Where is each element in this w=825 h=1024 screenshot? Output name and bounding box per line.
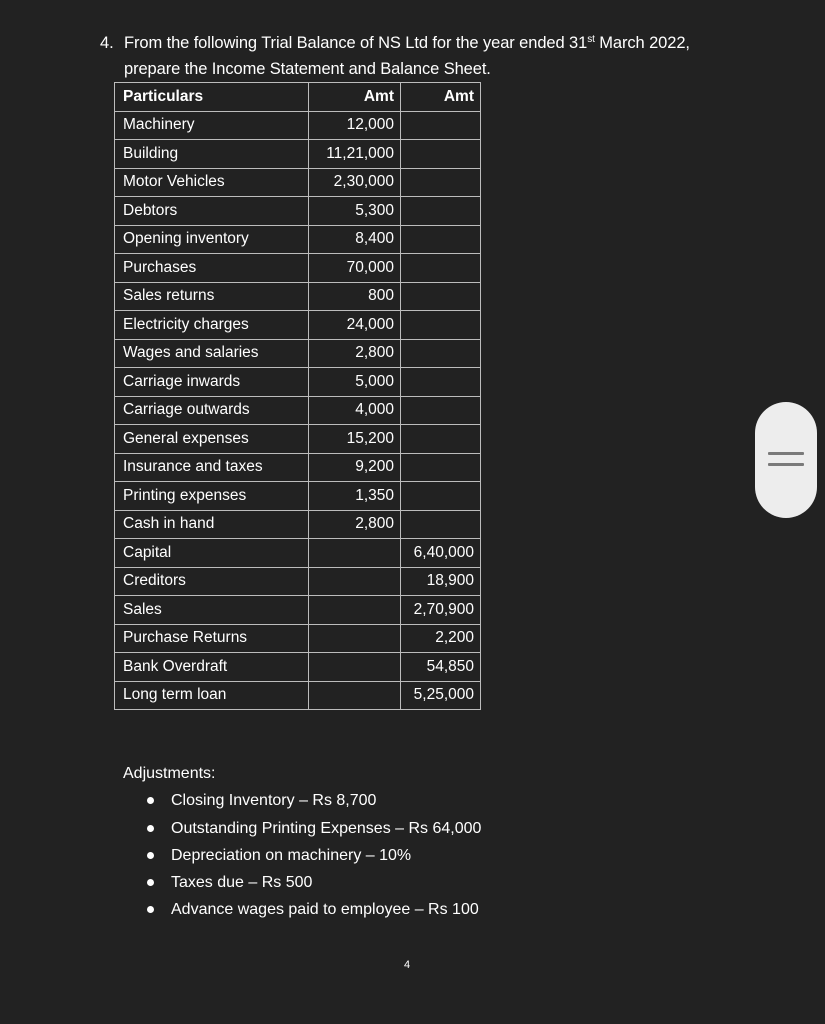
adjustment-text: Advance wages paid to employee – Rs 100: [171, 901, 479, 919]
debit-amount-cell: 5,000: [309, 368, 401, 397]
particular-cell: Bank Overdraft: [115, 653, 309, 682]
table-row: [115, 140, 481, 169]
credit-amount-cell: [401, 311, 481, 340]
credit-amount-cell: [401, 140, 481, 169]
adjustments-list: [123, 787, 481, 923]
adjustment-item: [147, 815, 481, 842]
particular-cell: Electricity charges: [115, 311, 309, 340]
adjustment-text: Depreciation on machinery – 10%: [171, 846, 412, 864]
credit-amount-cell: 2,200: [401, 624, 481, 653]
grip-line-icon: [768, 452, 804, 455]
ordinal-suffix: st: [587, 34, 595, 45]
credit-amount-cell: [401, 168, 481, 197]
particular-cell: Capital: [115, 539, 309, 568]
table-row: [115, 596, 481, 625]
table-row: [115, 425, 481, 454]
table-row: [115, 624, 481, 653]
particular-cell: Cash in hand: [115, 510, 309, 539]
header-debit-amt: Amt: [309, 83, 401, 112]
table-row: [115, 453, 481, 482]
debit-amount-cell: 4,000: [309, 396, 401, 425]
adjustment-item: [147, 787, 481, 814]
adjustment-item: [147, 896, 481, 923]
credit-amount-cell: [401, 425, 481, 454]
page-number: 4: [404, 959, 411, 971]
particular-cell: Carriage outwards: [115, 396, 309, 425]
credit-amount-cell: 2,70,900: [401, 596, 481, 625]
adjustments-title: Adjustments:: [123, 765, 216, 782]
bullet-icon: [147, 852, 154, 859]
adjustment-text: Closing Inventory – Rs 8,700: [171, 792, 377, 810]
debit-amount-cell: 800: [309, 282, 401, 311]
bullet-icon: [147, 825, 154, 832]
debit-amount-cell: 12,000: [309, 111, 401, 140]
particular-cell: Motor Vehicles: [115, 168, 309, 197]
credit-amount-cell: [401, 197, 481, 226]
debit-amount-cell: 24,000: [309, 311, 401, 340]
credit-amount-cell: [401, 111, 481, 140]
credit-amount-cell: [401, 282, 481, 311]
table-row: [115, 254, 481, 283]
adjustment-item: [147, 842, 481, 869]
debit-amount-cell: 15,200: [309, 425, 401, 454]
table-row: [115, 197, 481, 226]
adjustment-text: Taxes due – Rs 500: [171, 874, 313, 892]
debit-amount-cell: 2,800: [309, 510, 401, 539]
table-row: [115, 339, 481, 368]
question-line-2: prepare the Income Statement and Balance Sheet.: [124, 60, 491, 78]
particular-cell: Opening inventory: [115, 225, 309, 254]
credit-amount-cell: [401, 368, 481, 397]
adjustment-text: Outstanding Printing Expenses – Rs 64,000: [171, 819, 482, 837]
debit-amount-cell: [309, 596, 401, 625]
particular-cell: Sales: [115, 596, 309, 625]
debit-amount-cell: 11,21,000: [309, 140, 401, 169]
particular-cell: Machinery: [115, 111, 309, 140]
debit-amount-cell: 8,400: [309, 225, 401, 254]
credit-amount-cell: 54,850: [401, 653, 481, 682]
particular-cell: Purchases: [115, 254, 309, 283]
question-line-1-end: March 2022,: [594, 34, 690, 52]
table-row: [115, 510, 481, 539]
question-line-1: [100, 30, 760, 56]
debit-amount-cell: 2,30,000: [309, 168, 401, 197]
particular-cell: General expenses: [115, 425, 309, 454]
particular-cell: Debtors: [115, 197, 309, 226]
debit-amount-cell: [309, 539, 401, 568]
adjustments-section: [123, 760, 481, 924]
debit-amount-cell: 70,000: [309, 254, 401, 283]
particular-cell: Long term loan: [115, 681, 309, 710]
bullet-icon: [147, 879, 154, 886]
particular-cell: Wages and salaries: [115, 339, 309, 368]
credit-amount-cell: 5,25,000: [401, 681, 481, 710]
table-row: [115, 368, 481, 397]
debit-amount-cell: [309, 567, 401, 596]
table-row: [115, 681, 481, 710]
table-row: [115, 396, 481, 425]
question-text: [100, 30, 760, 82]
particular-cell: Printing expenses: [115, 482, 309, 511]
debit-amount-cell: [309, 653, 401, 682]
debit-amount-cell: [309, 624, 401, 653]
particular-cell: Creditors: [115, 567, 309, 596]
table-row: [115, 567, 481, 596]
credit-amount-cell: [401, 339, 481, 368]
credit-amount-cell: [401, 482, 481, 511]
credit-amount-cell: [401, 453, 481, 482]
debit-amount-cell: 9,200: [309, 453, 401, 482]
credit-amount-cell: [401, 254, 481, 283]
credit-amount-cell: [401, 510, 481, 539]
adjustment-item: [147, 869, 481, 896]
header-credit-amt: Amt: [401, 83, 481, 112]
table-row: [115, 653, 481, 682]
particular-cell: Building: [115, 140, 309, 169]
question-line-1-text: From the following Trial Balance of NS Ltd for the year ended 31: [124, 34, 588, 52]
bullet-icon: [147, 906, 154, 913]
debit-amount-cell: 2,800: [309, 339, 401, 368]
credit-amount-cell: 6,40,000: [401, 539, 481, 568]
particular-cell: Insurance and taxes: [115, 453, 309, 482]
grip-line-icon: [768, 463, 804, 466]
question-number: 4.: [100, 34, 114, 52]
trial-balance-table: [114, 82, 481, 710]
credit-amount-cell: 18,900: [401, 567, 481, 596]
table-row: [115, 111, 481, 140]
table-row: [115, 311, 481, 340]
table-body: [115, 111, 481, 710]
table-header-row: [115, 83, 481, 112]
particular-cell: Carriage inwards: [115, 368, 309, 397]
debit-amount-cell: 1,350: [309, 482, 401, 511]
table-row: [115, 168, 481, 197]
scroll-handle[interactable]: [755, 402, 817, 518]
debit-amount-cell: [309, 681, 401, 710]
particular-cell: Purchase Returns: [115, 624, 309, 653]
particular-cell: Sales returns: [115, 282, 309, 311]
table-row: [115, 539, 481, 568]
credit-amount-cell: [401, 396, 481, 425]
table-row: [115, 282, 481, 311]
table-row: [115, 482, 481, 511]
debit-amount-cell: 5,300: [309, 197, 401, 226]
bullet-icon: [147, 797, 154, 804]
header-particulars: Particulars: [115, 83, 309, 112]
table-row: [115, 225, 481, 254]
credit-amount-cell: [401, 225, 481, 254]
